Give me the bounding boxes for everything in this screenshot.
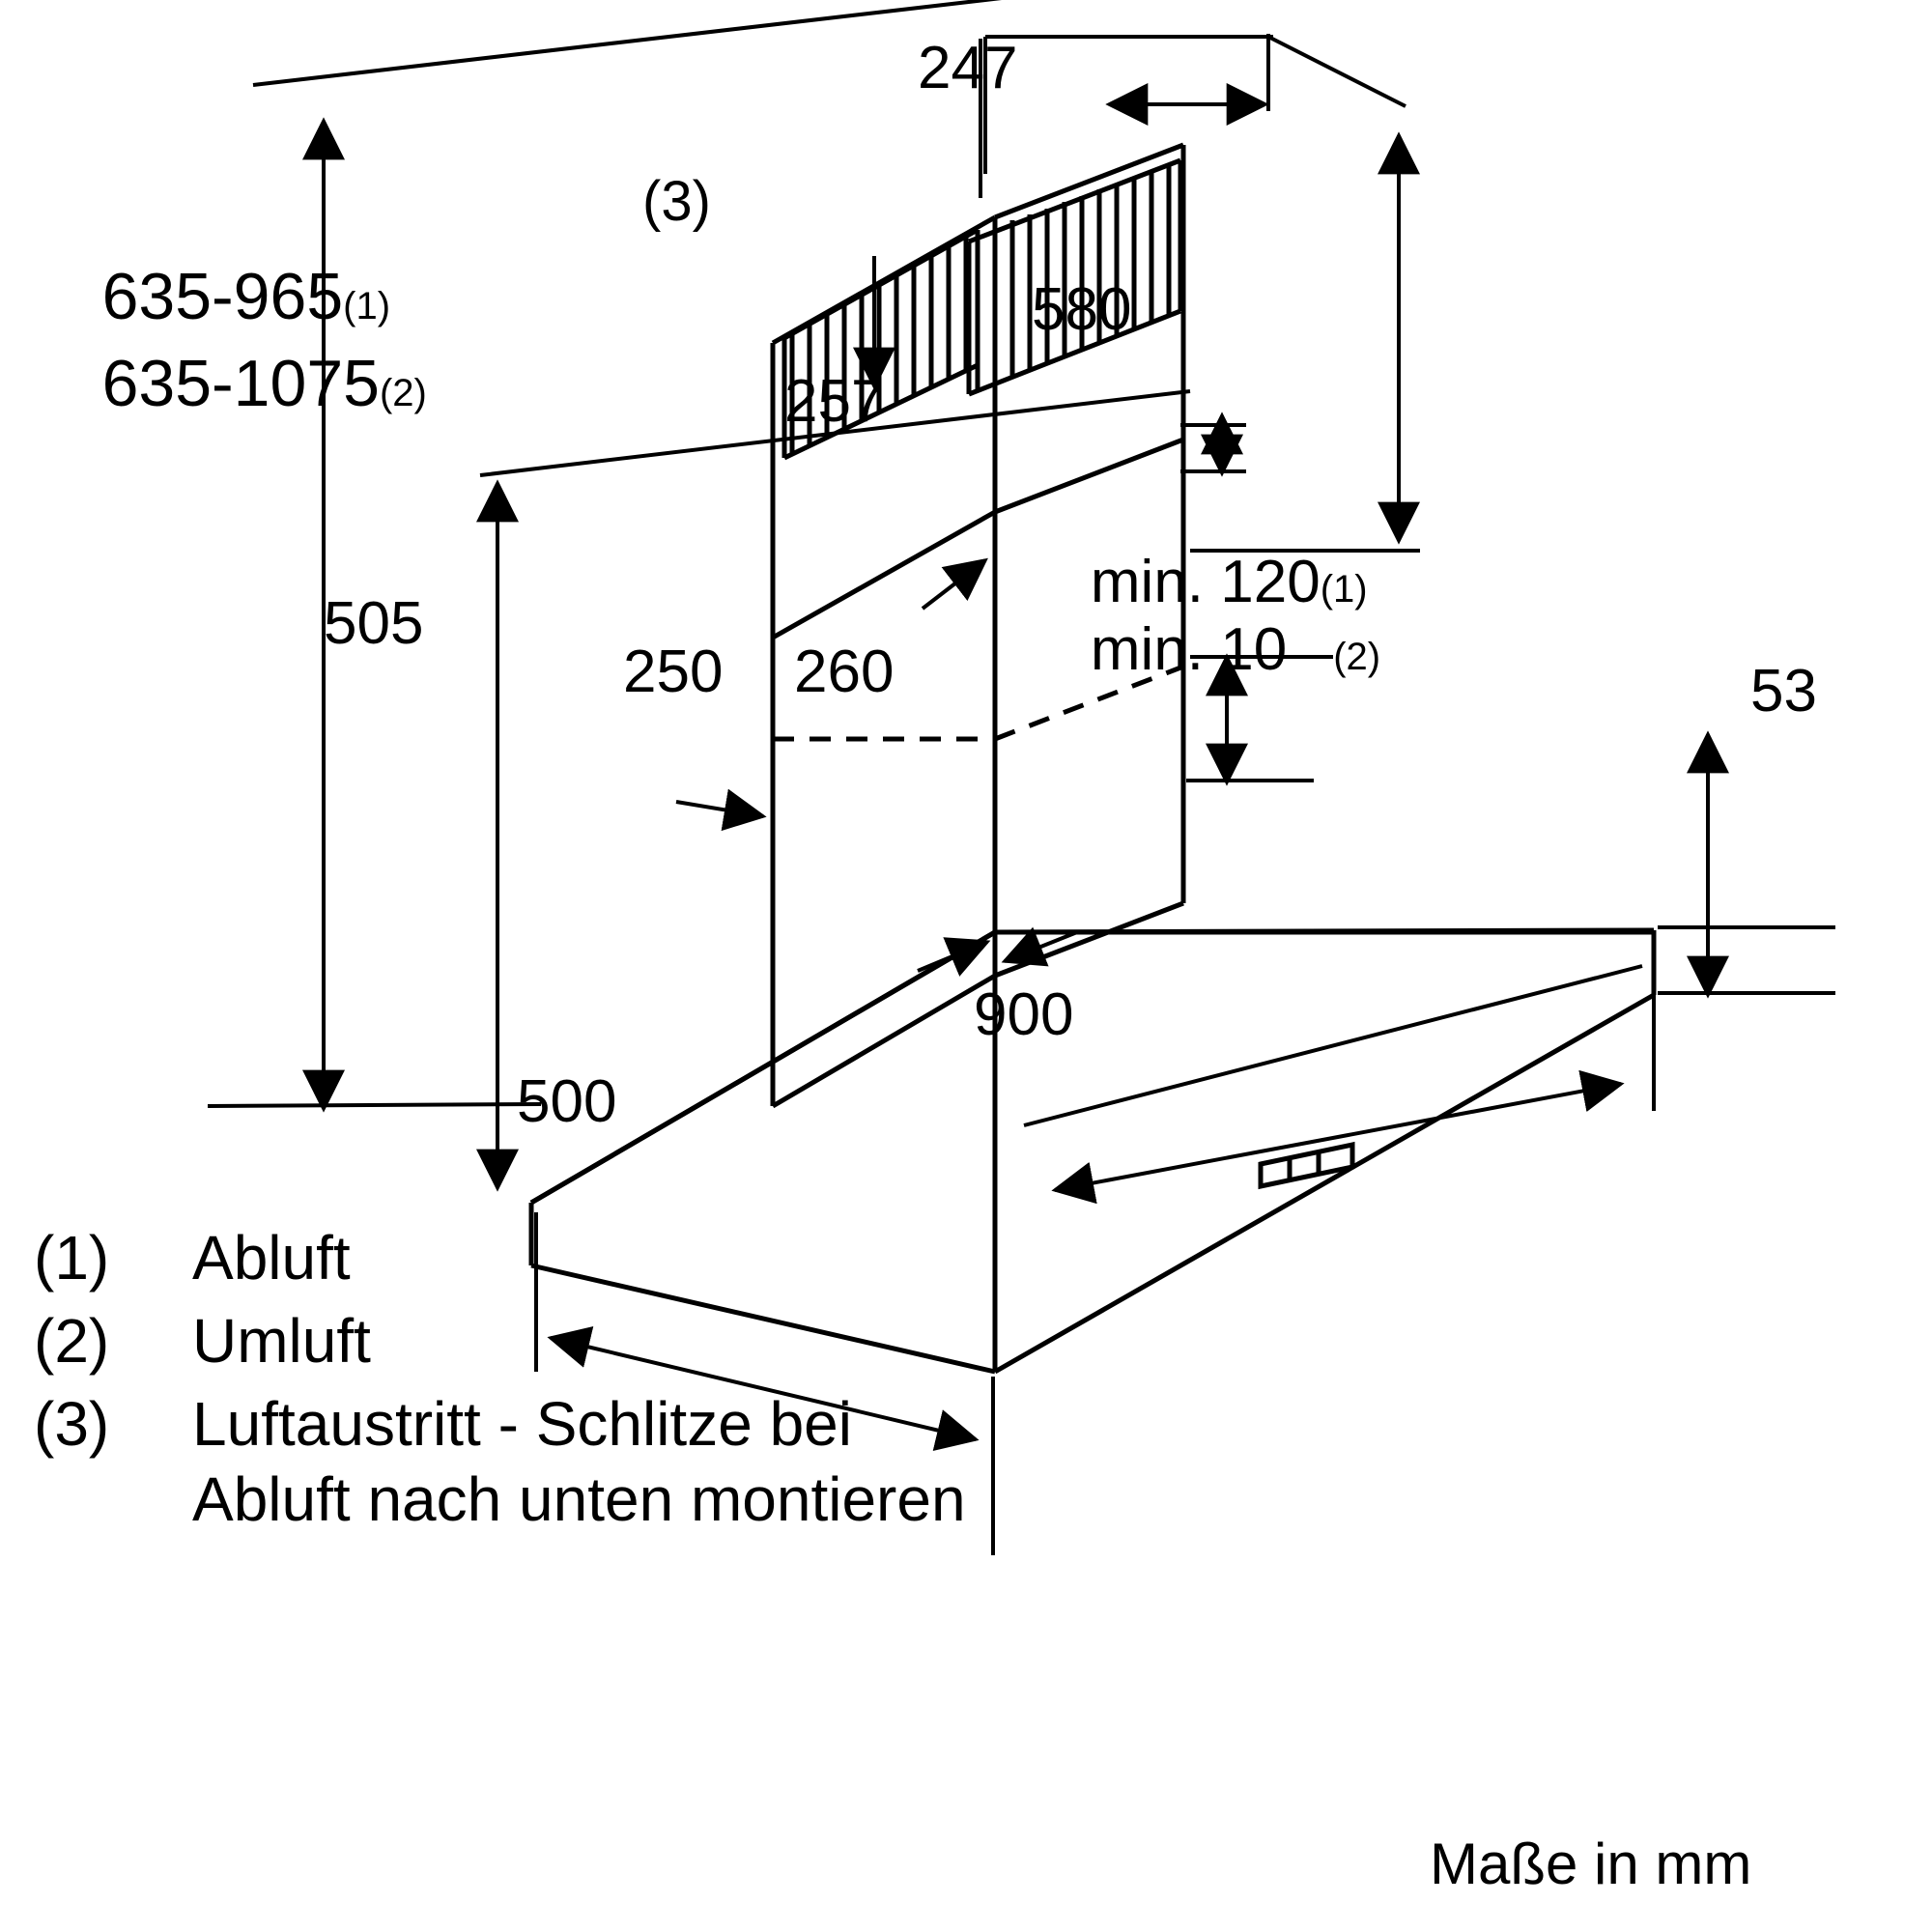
dim-label-505: 505 — [324, 590, 424, 657]
legend-marker-2: (2) — [34, 1306, 110, 1376]
legend-text-4: Abluft nach unten montieren — [192, 1464, 966, 1534]
dim-label-260: 260 — [794, 639, 895, 705]
dim-label-250: 250 — [623, 639, 724, 705]
ref-marker-1b: (1) — [1320, 568, 1368, 611]
dim-label-500: 500 — [517, 1068, 617, 1135]
dim-label-257: 257 — [784, 368, 885, 435]
legend-row-2 — [34, 1306, 1386, 1376]
ref-marker-2b: (2) — [1333, 636, 1381, 678]
dim-label-height-range-umluft: 635-1075(2) — [101, 347, 427, 420]
legend-text-1: Abluft — [192, 1223, 351, 1293]
dim-label-247: 247 — [918, 35, 1018, 101]
dim-label-53: 53 — [1750, 658, 1817, 724]
control-panel-detail — [1261, 1145, 1352, 1186]
legend-row-1 — [34, 1223, 1386, 1293]
ref-marker-2: (2) — [379, 372, 427, 414]
dim-label-height-range-abluft: 635-965(1) — [101, 260, 391, 333]
dim-label-580: 580 — [1032, 276, 1132, 343]
ref-marker-1: (1) — [343, 285, 391, 327]
marker-label-3: (3) — [642, 170, 711, 233]
units-note: Maße in mm — [1430, 1832, 1752, 1896]
legend-text-3: Luftaustritt - Schlitze bei — [192, 1389, 852, 1459]
legend-marker-1: (1) — [34, 1223, 110, 1293]
legend-marker-4 — [34, 1468, 159, 1530]
dim-257 — [1180, 415, 1246, 473]
legend-marker-3: (3) — [34, 1389, 110, 1459]
legend — [34, 1223, 1386, 1534]
legend-row-3 — [34, 1389, 1386, 1459]
dim-53 — [1671, 734, 1797, 995]
dim-label-min-10: min. 10 (2) — [1090, 616, 1381, 683]
dim-label-900: 900 — [974, 981, 1074, 1048]
dim-label-min-120: min. 120(1) — [1090, 549, 1368, 615]
legend-text-2: Umluft — [192, 1306, 371, 1376]
dim-247 — [985, 29, 1265, 174]
legend-row-4 — [34, 1464, 1386, 1534]
